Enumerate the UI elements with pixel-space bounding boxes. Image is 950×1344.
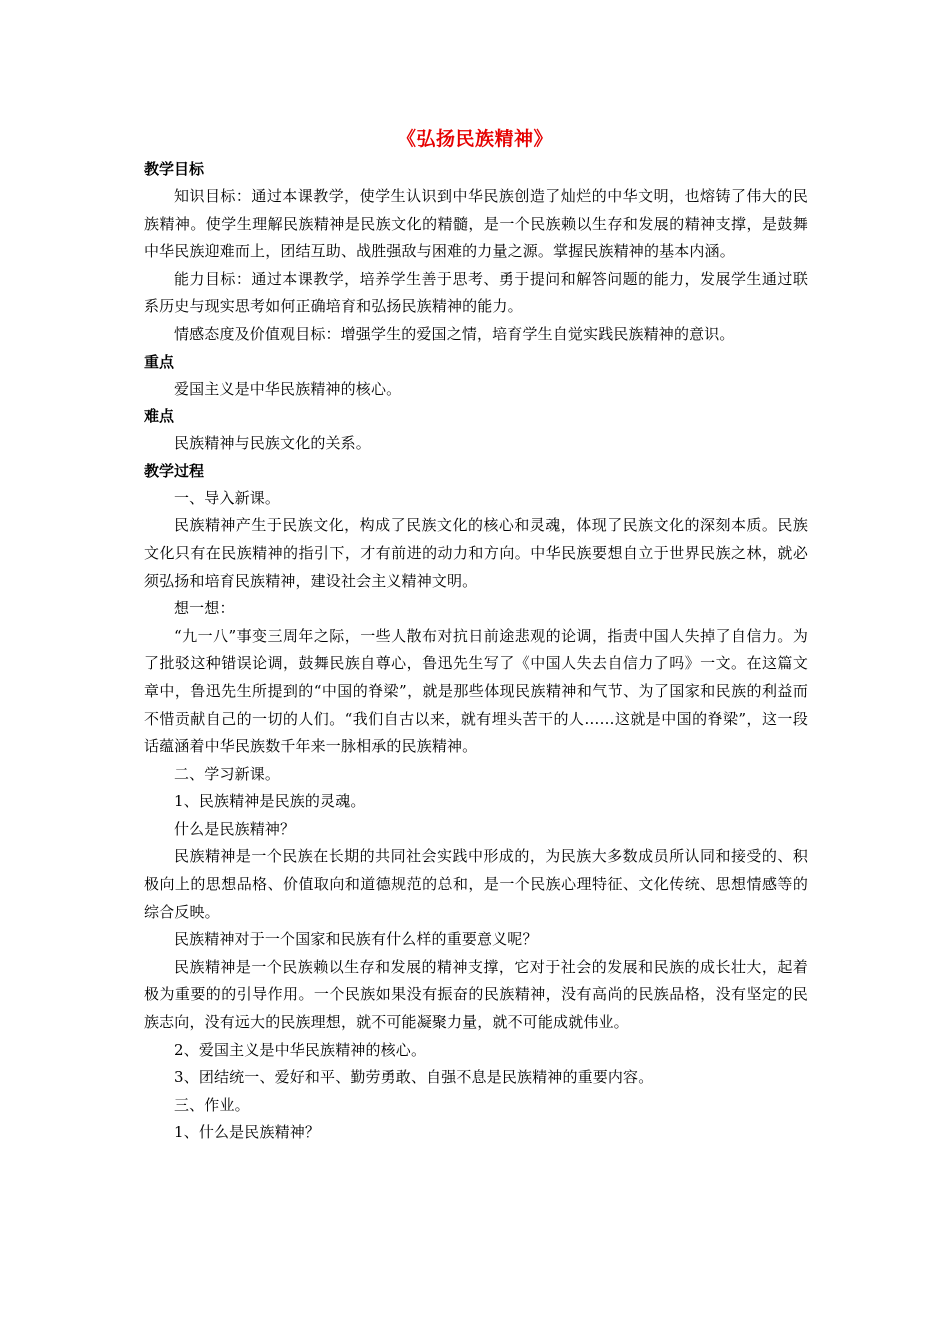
paragraph-point-1: 1、民族精神是民族的灵魂。: [174, 792, 366, 811]
paragraph-key-point: 爱国主义是中华民族精神的核心。: [174, 379, 402, 398]
paragraph-new-lesson-title: 二、学习新课。: [174, 764, 281, 783]
document-title: 《弘扬民族精神》: [396, 128, 553, 150]
paragraph-think-label: 想一想：: [174, 599, 235, 618]
heading-process: 教学过程: [144, 461, 205, 480]
paragraph-point-2: 2、爱国主义是中华民族精神的核心。: [174, 1040, 427, 1059]
paragraph-answer-2: 民族精神是一个民族赖以生存和发展的精神支撑，它对于社会的发展和民族的成长壮大，起着极为重要的的引导作用。一个民族如果没有振奋的民族精神，没有高尚的民族品格，没有坚定的民族志向，没有远大的民族理想，就不可能凝聚力量，就不可能成就伟业。: [144, 957, 808, 1032]
paragraph-think-text: “九一八”事变三周年之际，一些人散布对抗日前途悲观的论调，指责中国人失掉了自信力。为了批驳这种错误论调，鼓舞民族自尊心，鲁迅先生写了《中国人失去自信力了吗》一文。在这篇文章中，鲁迅先生所提到的“中国的脊梁”，就是那些体现民族精神和气节、为了国家和民族的利益而不惜贡献自己的一切的人们。“我们自古以来，就有埋头苦干的人……这就是中国的脊梁”，这一段话蕴涵着中华民族数千年来一脉相承的民族精神。: [144, 626, 808, 756]
paragraph-emotion-goal: 情感态度及价值观目标：增强学生的爱国之情，培育学生自觉实践民族精神的意识。: [174, 324, 735, 343]
paragraph-question-1: 什么是民族精神？: [174, 819, 296, 838]
paragraph-difficulty: 民族精神与民族文化的关系。: [174, 434, 371, 453]
heading-objectives: 教学目标: [144, 160, 205, 178]
heading-key-point: 重点: [144, 352, 175, 371]
heading-difficulty: 难点: [144, 407, 175, 426]
document-body: [144, 156, 808, 1147]
paragraph-answer-1: 民族精神是一个民族在长期的共同社会实践中形成的，为民族大多数成员所认同和接受的、积极向上的思想品格、价值取向和道德规范的总和，是一个民族心理特征、文化传统、思想情感等的综合反映。: [144, 847, 808, 921]
paragraph-ability-goal: 能力目标：通过本课教学，培养学生善于思考、勇于提问和解答问题的能力，发展学生通过联系历史与现实思考如何正确培育和弘扬民族精神的能力。: [144, 269, 808, 316]
paragraph-homework-1: 1、什么是民族精神？: [174, 1123, 321, 1142]
paragraph-point-3: 3、团结统一、爱好和平、勤劳勇敢、自强不息是民族精神的重要内容。: [174, 1068, 654, 1087]
paragraph-question-2: 民族精神对于一个国家和民族有什么样的重要意义呢？: [174, 930, 538, 949]
paragraph-homework-title: 三、作业。: [174, 1095, 250, 1114]
paragraph-intro-title: 一、导入新课。: [174, 488, 281, 507]
paragraph-intro-text: 民族精神产生于民族文化，构成了民族文化的核心和灵魂，体现了民族文化的深刻本质。民族文化只有在民族精神的指引下，才有前进的动力和方向。中华民族要想自立于世界民族之林，就必须弘扬和培育民族精神，建设社会主义精神文明。: [144, 516, 808, 590]
paragraph-knowledge-goal: 知识目标：通过本课教学，使学生认识到中华民族创造了灿烂的中华文明，也熔铸了伟大的民族精神。使学生理解民族精神是民族文化的精髓，是一个民族赖以生存和发展的精神支撑，是鼓舞中华民族迎难而上，团结互助、战胜强敌与困难的力量之源。掌握民族精神的基本内涵。: [144, 187, 808, 261]
